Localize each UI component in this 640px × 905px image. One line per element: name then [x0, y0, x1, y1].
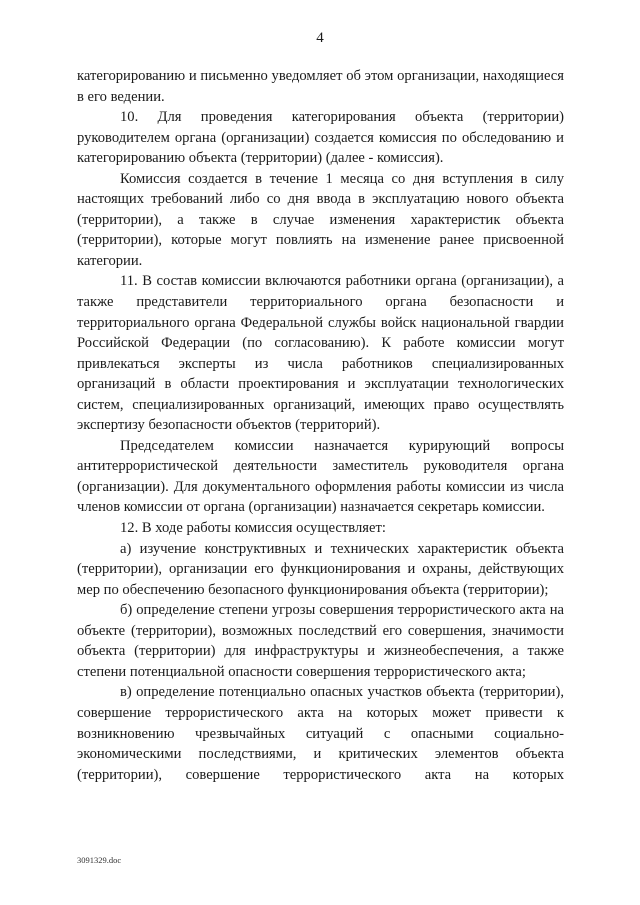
- paragraph-subitem-v: в) определение потенциально опасных участков объекта (территории), совершение террористического акта на которых может привести к возникновению чрезвычайных ситуаций с опасными социально-экономическими последствиями, и критических элементов объекта (территории), совершение террористического акта на которых: [77, 684, 564, 783]
- page-number: 4: [316, 30, 324, 46]
- document-body: [77, 66, 564, 785]
- footer-filename: 3091329.doc: [77, 855, 122, 865]
- paragraph-continuation: категорированию и письменно уведомляет об этом организации, находящиеся в его ведении.: [77, 68, 564, 105]
- paragraph-commission-creation: Комиссия создается в течение 1 месяца со дня вступления в силу настоящих требований либо со дня ввода в эксплуатацию нового объекта (территории), а также в случае изменения характеристик объекта (территории), которые могут повлиять на изменение ранее присвоенной категории.: [77, 170, 564, 269]
- paragraph-subitem-a: а) изучение конструктивных и технических характеристик объекта (территории), организации его функционирования и охраны, действующих мер по обеспечению безопасного функционирования объекта (территории);: [77, 540, 564, 598]
- paragraph-subitem-b: б) определение степени угрозы совершения террористического акта на объекте (территории), возможных последствий его совершения, значимости объекта (территории) для инфраструктуры и жизнеобеспечения, а также степени потенциальной опасности совершения террористического акта;: [77, 602, 564, 680]
- paragraph-item-10: 10. Для проведения категорирования объекта (территории) руководителем органа (организации) создается комиссия по обследованию и категорированию объекта (территории) (далее - комиссия).: [77, 109, 564, 167]
- paragraph-item-12: 12. В ходе работы комиссия осуществляет:: [120, 520, 386, 537]
- paragraph-item-11: 11. В состав комиссии включаются работники органа (организации), а также представители территориального органа безопасности и территориального органа Федеральной службы войск национальной гвардии Российской Федерации (по согласованию). К работе комиссии могут привлекаться эксперты из числа работников специализированных организаций в области проектирования и эксплуатации технологических систем, специализированных организаций, имеющих право осуществлять экспертизу безопасности объектов (территорий).: [77, 273, 564, 434]
- paragraph-chairman: Председателем комиссии назначается курирующий вопросы антитеррористической деятельности заместитель руководителя органа (организации). Для документального оформления работы комиссии из числа членов комиссии от органа (организации) назначается секретарь комиссии.: [77, 437, 564, 516]
